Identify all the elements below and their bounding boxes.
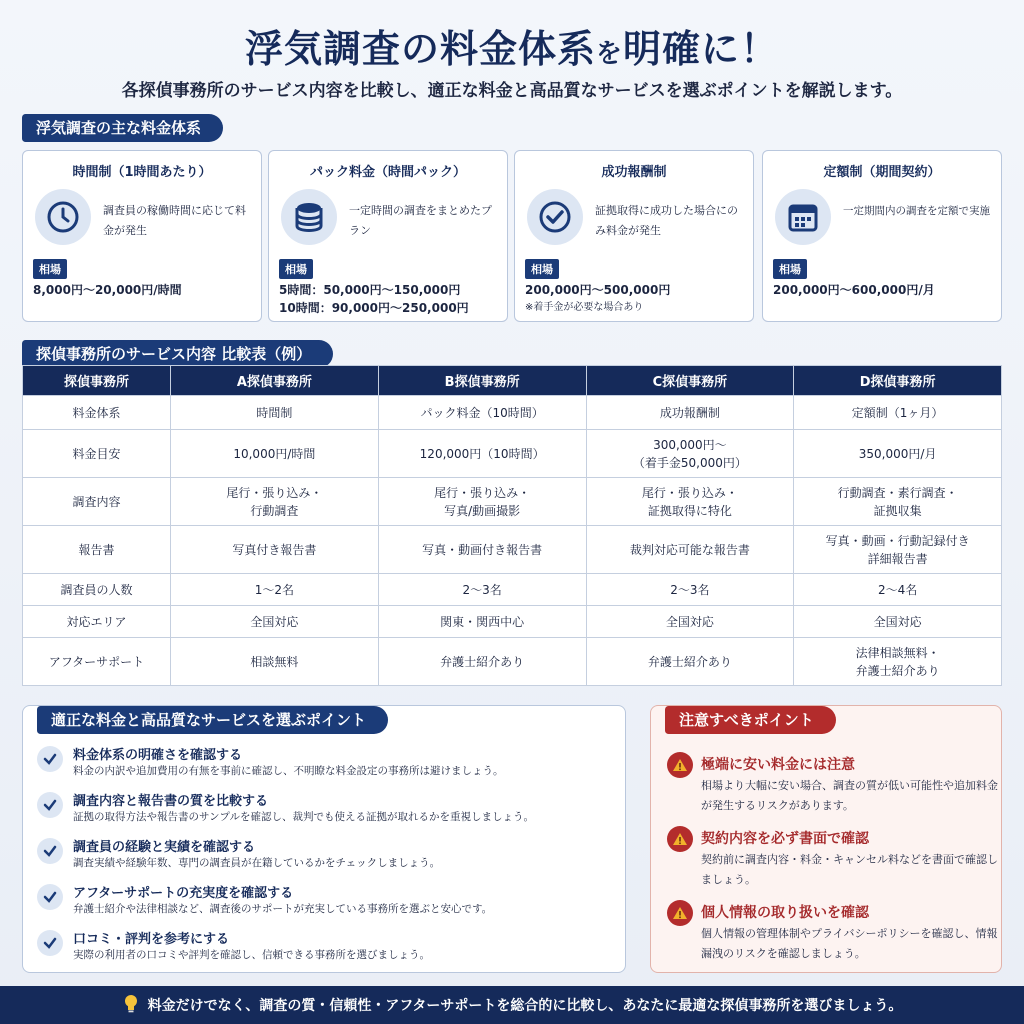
table-cell: 関東・関西中心 bbox=[378, 606, 586, 638]
cautions-panel bbox=[650, 705, 1002, 973]
column-header: C探偵事務所 bbox=[586, 366, 794, 396]
table-cell: パック料金（10時間） bbox=[378, 396, 586, 430]
check-icon bbox=[37, 838, 63, 864]
market-badge: 相場 bbox=[525, 259, 559, 279]
table-row bbox=[23, 606, 1002, 638]
market-badge: 相場 bbox=[33, 259, 67, 279]
card-title: 定額制（期間契約） bbox=[823, 165, 941, 180]
caution-title: 個人情報の取り扱いを確認 bbox=[701, 905, 869, 921]
row-label: 対応エリア bbox=[23, 606, 171, 638]
cautions-heading: 注意すべきポイント bbox=[665, 706, 836, 734]
table-cell: 定額制（1ヶ月） bbox=[794, 396, 1002, 430]
point-description: 弁護士紹介や法律相談など、調査後のサポートが充実している事務所を選ぶと安心です。 bbox=[73, 903, 493, 915]
row-label: 料金体系 bbox=[23, 396, 171, 430]
pricing-heading: 浮気調査の主な料金体系 bbox=[22, 114, 223, 142]
comparison-table bbox=[22, 365, 1002, 686]
title-main: 浮気調査の料金体系 bbox=[244, 27, 596, 71]
pricing-card-pack bbox=[268, 150, 508, 322]
price-note: ※着手金が必要な場合あり bbox=[525, 302, 644, 313]
card-price bbox=[525, 281, 750, 317]
caution-description: 個人情報の管理体制やプライバシーポリシーを確認し、情報漏洩のリスクを確認しましょう。 bbox=[701, 927, 998, 960]
price-line: 5時間：50,000円〜150,000円 bbox=[279, 283, 461, 297]
price-line: 200,000円〜500,000円 bbox=[525, 283, 671, 297]
table-cell: 写真・動画付き報告書 bbox=[378, 526, 586, 574]
table-cell: 全国対応 bbox=[586, 606, 794, 638]
point-description: 実際の利用者の口コミや評判を確認し、信頼できる事務所を選びましょう。 bbox=[73, 949, 430, 961]
row-label: 報告書 bbox=[23, 526, 171, 574]
point-description: 調査実績や経験年数、専門の調査員が在籍しているかをチェックしましょう。 bbox=[73, 857, 441, 869]
table-header-row bbox=[23, 366, 1002, 396]
column-header: 探偵事務所 bbox=[23, 366, 171, 396]
card-description: 調査員の稼働時間に応じて料金が発生 bbox=[103, 204, 246, 237]
table-cell: 相談無料 bbox=[171, 638, 379, 686]
table-row bbox=[23, 574, 1002, 606]
clock-icon bbox=[35, 189, 91, 245]
table-cell: 行動調査・素行調査・ 証拠収集 bbox=[794, 478, 1002, 526]
table-row bbox=[23, 638, 1002, 686]
table-cell: 尾行・張り込み・ 証拠取得に特化 bbox=[586, 478, 794, 526]
check-icon bbox=[37, 930, 63, 956]
check-icon bbox=[37, 746, 63, 772]
lightbulb-icon bbox=[122, 993, 140, 1017]
table-cell: 写真付き報告書 bbox=[171, 526, 379, 574]
table-cell: 尾行・張り込み・ 行動調査 bbox=[171, 478, 379, 526]
price-line: 10時間：90,000円〜250,000円 bbox=[279, 301, 469, 315]
point-description: 証拠の取得方法や報告書のサンプルを確認し、裁判でも使える証拠が取れるかを重視しましょう。 bbox=[73, 811, 535, 823]
table-cell: 10,000円/時間 bbox=[171, 430, 379, 478]
point-description: 料金の内訳や追加費用の有無を事前に確認し、不明瞭な料金設定の事務所は避けましょう。 bbox=[73, 765, 504, 777]
market-badge: 相場 bbox=[279, 259, 313, 279]
table-row bbox=[23, 526, 1002, 574]
card-price bbox=[33, 281, 258, 299]
card-description: 証拠取得に成功した場合にのみ料金が発生 bbox=[595, 204, 738, 237]
pricing-card-success bbox=[514, 150, 754, 322]
price-line: 200,000円〜600,000円/月 bbox=[773, 283, 935, 297]
warning-icon bbox=[667, 826, 693, 852]
column-header: D探偵事務所 bbox=[794, 366, 1002, 396]
calendar-icon bbox=[775, 189, 831, 245]
table-row bbox=[23, 430, 1002, 478]
card-title: 成功報酬制 bbox=[601, 165, 667, 180]
point-title: アフターサポートの充実度を確認する bbox=[73, 886, 294, 901]
point-title: 口コミ・評判を参考にする bbox=[73, 932, 230, 947]
table-cell: 2〜3名 bbox=[378, 574, 586, 606]
table-cell: 350,000円/月 bbox=[794, 430, 1002, 478]
row-label: 調査員の人数 bbox=[23, 574, 171, 606]
table-row bbox=[23, 478, 1002, 526]
row-label: 料金目安 bbox=[23, 430, 171, 478]
title-end: 明確に！ bbox=[623, 27, 780, 71]
table-cell: 2〜4名 bbox=[794, 574, 1002, 606]
check-icon bbox=[37, 792, 63, 818]
table-cell: 1〜2名 bbox=[171, 574, 379, 606]
warning-icon bbox=[667, 900, 693, 926]
table-cell: 全国対応 bbox=[171, 606, 379, 638]
comparison-heading: 探偵事務所のサービス内容 比較表（例） bbox=[22, 340, 333, 368]
check-circle-icon bbox=[527, 189, 583, 245]
row-label: アフターサポート bbox=[23, 638, 171, 686]
card-description: 一定期間内の調査を定額で実施 bbox=[843, 205, 990, 217]
market-badge: 相場 bbox=[773, 259, 807, 279]
caution-description: 相場より大幅に安い場合、調査の質が低い可能性や追加料金が発生するリスクがあります。 bbox=[701, 779, 998, 812]
page-subtitle: 各探偵事務所のサービス内容を比較し、適正な料金と高品質なサービスを選ぶポイントを解説します。 bbox=[121, 81, 903, 101]
check-icon bbox=[37, 884, 63, 910]
table-cell: 弁護士紹介あり bbox=[378, 638, 586, 686]
points-heading: 適正な料金と高品質なサービスを選ぶポイント bbox=[37, 706, 388, 734]
card-title: パック料金（時間パック） bbox=[309, 165, 466, 180]
table-cell: 弁護士紹介あり bbox=[586, 638, 794, 686]
table-cell: 法律相談無料・ 弁護士紹介あり bbox=[794, 638, 1002, 686]
table-cell: 時間制 bbox=[171, 396, 379, 430]
column-header: B探偵事務所 bbox=[378, 366, 586, 396]
point-title: 調査内容と報告書の質を比較する bbox=[73, 794, 269, 809]
table-cell: 成功報酬制 bbox=[586, 396, 794, 430]
pricing-card-fixed bbox=[762, 150, 1002, 322]
card-title: 時間制（1時間あたり） bbox=[72, 165, 212, 180]
table-cell: 尾行・張り込み・ 写真/動画撮影 bbox=[378, 478, 586, 526]
table-cell: 120,000円（10時間） bbox=[378, 430, 586, 478]
price-line: 8,000円〜20,000円/時間 bbox=[33, 283, 182, 297]
point-title: 料金体系の明確さを確認する bbox=[73, 748, 243, 763]
column-header: A探偵事務所 bbox=[171, 366, 379, 396]
page-title bbox=[0, 18, 1024, 73]
pricing-card-hourly bbox=[22, 150, 262, 322]
caution-description: 契約前に調査内容・料金・キャンセル料などを書面で確認しましょう。 bbox=[701, 853, 998, 886]
footer-banner bbox=[0, 986, 1024, 1024]
warning-icon bbox=[667, 752, 693, 778]
database-icon bbox=[281, 189, 337, 245]
title-particle: を bbox=[595, 39, 623, 69]
points-panel bbox=[22, 705, 626, 973]
card-description: 一定時間の調査をまとめたプラン bbox=[349, 204, 492, 237]
card-price bbox=[773, 281, 998, 299]
caution-title: 契約内容を必ず書面で確認 bbox=[701, 831, 869, 847]
table-cell: 全国対応 bbox=[794, 606, 1002, 638]
card-price bbox=[279, 281, 504, 317]
footer-text: 料金だけでなく、調査の質・信頼性・アフターサポートを総合的に比較し、あなたに最適な探偵事務所を選びましょう。 bbox=[147, 998, 903, 1014]
table-cell: 写真・動画・行動記録付き 詳細報告書 bbox=[794, 526, 1002, 574]
point-title: 調査員の経験と実績を確認する bbox=[73, 840, 256, 855]
table-cell: 裁判対応可能な報告書 bbox=[586, 526, 794, 574]
table-row bbox=[23, 396, 1002, 430]
table-cell: 300,000円〜 （着手金50,000円） bbox=[586, 430, 794, 478]
table-cell: 2〜3名 bbox=[586, 574, 794, 606]
caution-title: 極端に安い料金には注意 bbox=[701, 757, 855, 773]
row-label: 調査内容 bbox=[23, 478, 171, 526]
